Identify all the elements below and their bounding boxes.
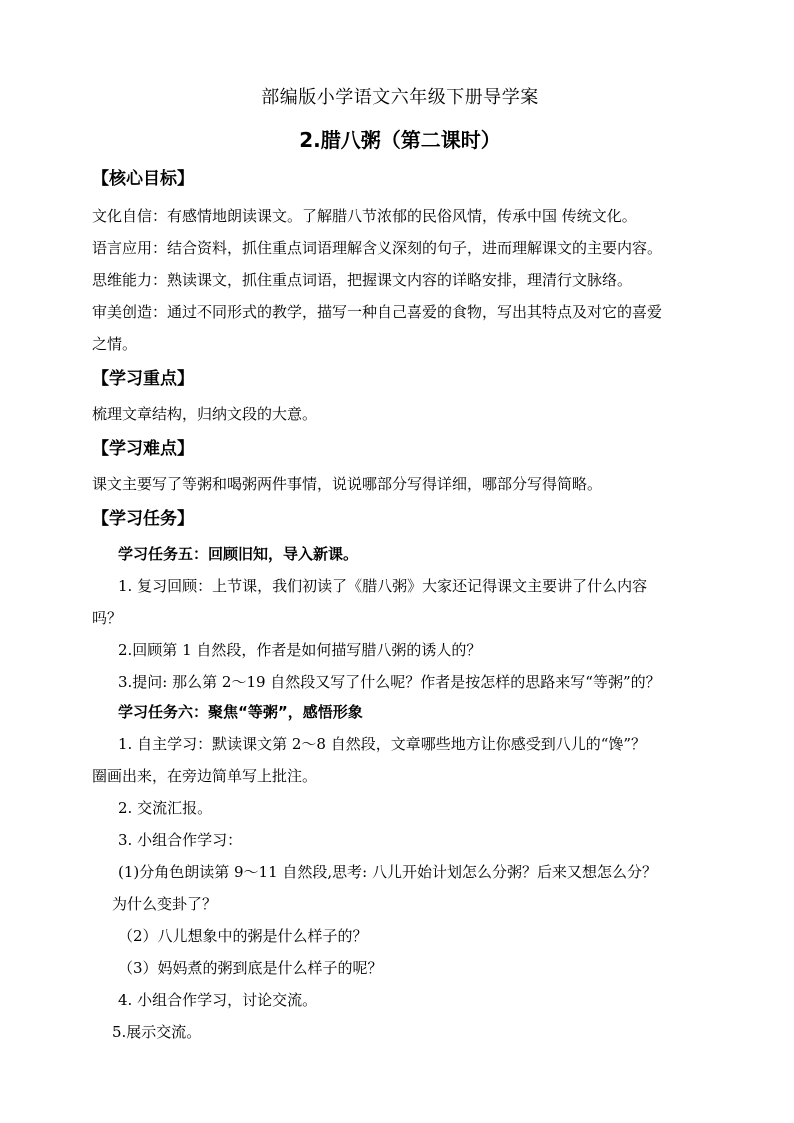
task6-line: （2）八儿想象中的粥是什么样子的？ [118, 927, 368, 945]
goal-item: 文化自信：有感情地朗读课文。了解腊八节浓郁的民俗风情，传承中国 传统文化。 [92, 207, 637, 225]
task6-line: 3. 小组合作学习： [118, 831, 243, 849]
key-points-heading: 【学习重点】 [92, 369, 194, 389]
difficulties-text: 课文主要写了等粥和喝粥两件事情，说说哪部分写得详细，哪部分写得简略。 [92, 475, 603, 493]
task5-line: 2.回顾第 1 自然段，作者是如何描写腊八粥的诱人的？ [118, 641, 482, 659]
goals-heading: 【核心目标】 [92, 169, 194, 189]
task6-line: 圈画出来，在旁边简单写上批注。 [92, 767, 318, 785]
tasks-heading: 【学习任务】 [92, 509, 194, 529]
goal-item: 之情。 [92, 335, 138, 353]
goal-item: 语言应用：结合资料，抓住重点词语理解含义深刻的句子，进而理解课文的主要内容。 [92, 239, 663, 257]
task5-line: 吗？ [92, 609, 123, 627]
task6-line: 2. 交流汇报。 [118, 799, 213, 817]
task6-title: 学习任务六：聚焦“等粥”，感悟形象 [118, 703, 363, 721]
task6-line: 4. 小组合作学习，讨论交流。 [118, 991, 318, 1009]
task6-line: （3）妈妈煮的粥到底是什么样子的呢？ [118, 959, 383, 977]
difficulties-heading: 【学习难点】 [92, 439, 194, 459]
task5-line: 3.提问: 那么第 2～19 自然段又写了什么呢？作者是按怎样的思路来写“等粥”的？ [118, 673, 661, 691]
task6-line: 1. 自主学习：默读课文第 2～8 自然段，文章哪些地方让你感受到八儿的“馋”？ [118, 735, 647, 753]
task6-line: 为什么变卦了？ [112, 895, 218, 913]
lesson-title: 2.腊八粥（第二课时） [299, 128, 501, 152]
task5-line: 1. 复习回顾：上节课，我们初读了《腊八粥》大家还记得课文主要讲了什么内容 [118, 577, 648, 595]
goal-item: 审美创造：通过不同形式的教学，描写一种自己喜爱的食物，写出其特点及对它的喜爱 [92, 303, 663, 321]
goal-item: 思维能力：熟读课文，抓住重点词语，把握课文内容的详略安排，理清行文脉络。 [92, 271, 633, 289]
key-points-text: 梳理文章结构，归纳文段的大意。 [92, 405, 318, 423]
task5-title: 学习任务五：回顾旧知，导入新课。 [118, 545, 359, 563]
task6-line: 5.展示交流。 [112, 1023, 202, 1041]
document-title: 部编版小学语文六年级下册导学案 [261, 87, 539, 108]
task6-line: (1)分角色朗读第 9～11 自然段,思考: 八儿开始计划怎么分粥？后来又想怎么分？ [118, 863, 658, 881]
